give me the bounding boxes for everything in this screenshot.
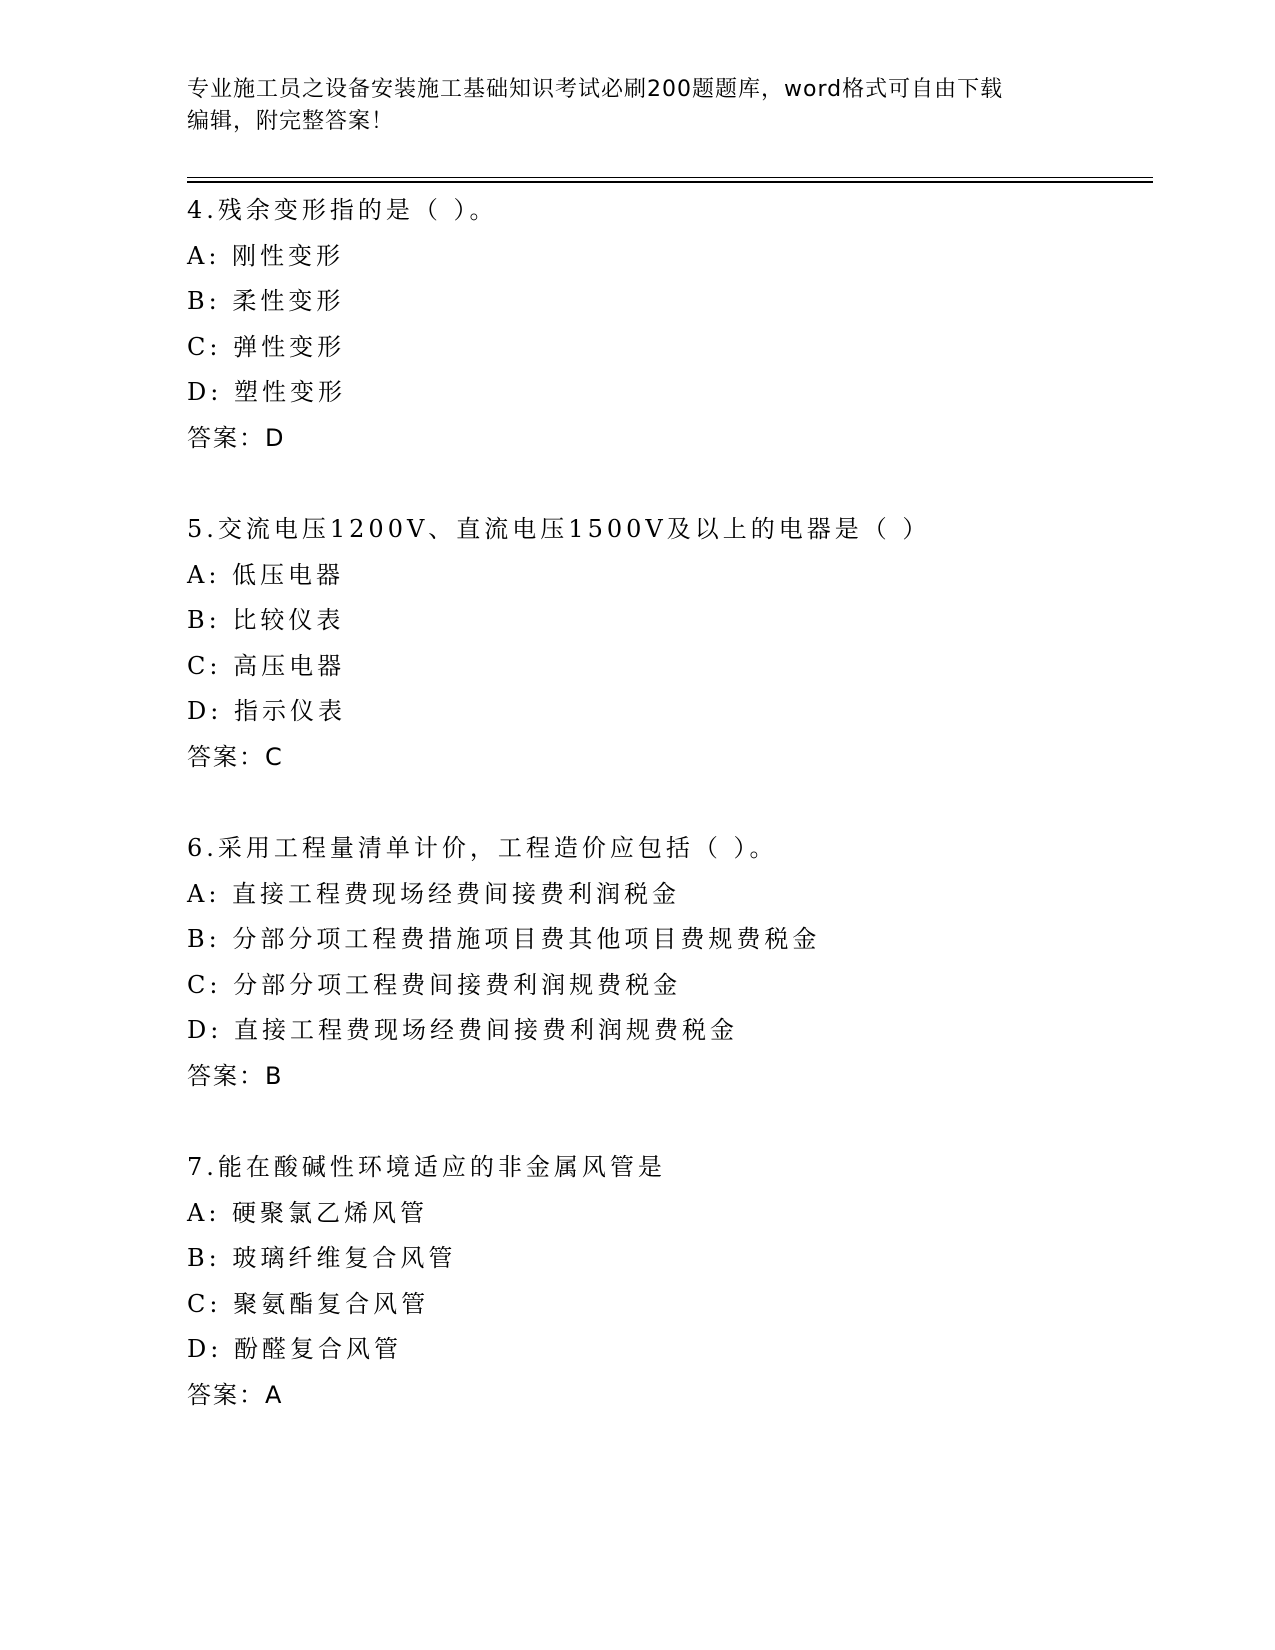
answer-line: 答案：D <box>187 423 286 452</box>
option-d: D: 塑性变形 <box>187 378 346 406</box>
answer-line: 答案：A <box>187 1380 284 1409</box>
option-d: D: 直接工程费现场经费间接费利润规费税金 <box>187 1016 738 1044</box>
question-stem: 6.采用工程量清单计价，工程造价应包括（ ）。 <box>187 834 778 862</box>
document-header <box>187 74 1067 138</box>
question-stem: 7.能在酸碱性环境适应的非金属风管是 <box>187 1153 666 1181</box>
option-b: B: 分部分项工程费措施项目费其他项目费规费税金 <box>187 925 821 953</box>
option-a: A: 低压电器 <box>187 560 345 589</box>
question-6 <box>187 826 1147 1099</box>
option-a: A: 刚性变形 <box>187 241 345 270</box>
option-a: A: 硬聚氯乙烯风管 <box>187 1198 429 1227</box>
option-b: B: 玻璃纤维复合风管 <box>187 1244 457 1272</box>
option-c: C: 聚氨酯复合风管 <box>187 1289 430 1318</box>
question-stem: 5.交流电压1200V、直流电压1500V及以上的电器是（ ） <box>187 515 931 543</box>
header-divider-thick <box>187 181 1153 183</box>
question-5 <box>187 507 1147 780</box>
header-divider-thin <box>187 177 1153 178</box>
answer-line: 答案：C <box>187 742 284 771</box>
option-d: D: 酚醛复合风管 <box>187 1335 402 1363</box>
header-line-2: 编辑，附完整答案！ <box>187 109 395 134</box>
question-7 <box>187 1145 1147 1418</box>
option-c: C: 弹性变形 <box>187 332 346 361</box>
option-a: A: 直接工程费现场经费间接费利润税金 <box>187 879 681 908</box>
option-c: C: 分部分项工程费间接费利润规费税金 <box>187 970 682 999</box>
header-line-1: 专业施工员之设备安装施工基础知识考试必刷200题题库，word格式可自由下载 <box>187 77 1004 102</box>
option-b: B: 比较仪表 <box>187 606 345 634</box>
question-stem: 4.残余变形指的是（ ）。 <box>187 196 498 224</box>
question-4 <box>187 188 1147 461</box>
answer-line: 答案：B <box>187 1061 284 1090</box>
option-d: D: 指示仪表 <box>187 697 346 725</box>
option-c: C: 高压电器 <box>187 651 346 680</box>
option-b: B: 柔性变形 <box>187 287 345 315</box>
